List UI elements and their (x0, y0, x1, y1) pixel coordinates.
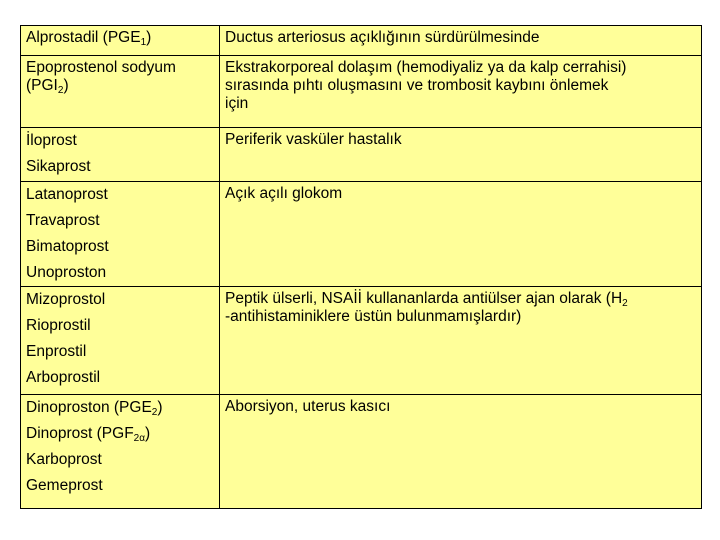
use-cell (220, 56, 702, 128)
drug-name: Sikaprost (26, 158, 91, 175)
drug-name: Enprostil (26, 343, 87, 360)
use-cell (220, 26, 702, 56)
use-text: Ekstrakorporeal dolaşım (hemodiyaliz ya da kalp cerrahisi) (225, 59, 627, 76)
drug-name: Mizoprostol (26, 291, 106, 308)
use-text: için (225, 95, 249, 112)
table-row (21, 182, 702, 287)
drug-name: Travaprost (26, 212, 100, 229)
table-row (21, 395, 702, 509)
drug-name: Arboprostil (26, 369, 101, 386)
drug-name: Unoproston (26, 264, 107, 281)
drug-name: Epoprostenol sodyum (26, 59, 176, 76)
drug-name: Dinoproston $(PGE_2)$ (26, 399, 163, 418)
use-text: Açık açılı glokom (225, 185, 343, 202)
use-cell (220, 128, 702, 182)
use-text: -antihistaminiklere üstün bulunmamışlardır) (225, 308, 522, 325)
drug-name: Gemeprost (26, 477, 103, 494)
drug-name: $(PGI_2)$ (26, 77, 69, 96)
drug-name: İloprost (26, 132, 77, 149)
table-row (21, 26, 702, 56)
use-cell (220, 182, 702, 287)
drug-name: Latanoprost (26, 186, 108, 203)
use-cell (220, 287, 702, 395)
drug-cell (21, 56, 220, 128)
drug-name: Rioprostil (26, 317, 91, 334)
drug-name: Dinoprost $(PGF_{2\alpha})$ (26, 425, 151, 444)
drug-cell (21, 182, 220, 287)
use-text: Peptik ülserli, NSAİİ kullananlarda antiülser ajan olarak ($H_2$ (225, 290, 628, 309)
prostaglandin-drug-table (20, 25, 702, 509)
drug-cell (21, 395, 220, 509)
table-row (21, 56, 702, 128)
drug-cell (21, 287, 220, 395)
drug-cell (21, 26, 220, 56)
use-text: Aborsiyon, uterus kasıcı (225, 398, 391, 415)
use-text: Periferik vasküler hastalık (225, 131, 402, 148)
drug-name: Karboprost (26, 451, 102, 468)
use-text: sırasında pıhtı oluşmasını ve trombosit kaybını önlemek (225, 77, 609, 94)
use-cell (220, 395, 702, 509)
drug-name: Bimatoprost (26, 238, 109, 255)
table-row (21, 128, 702, 182)
drug-cell (21, 128, 220, 182)
drug-name: Alprostadil $(PGE_1)$ (26, 29, 152, 48)
table-row (21, 287, 702, 395)
use-text: Ductus arteriosus açıklığının sürdürülmesinde (225, 29, 540, 46)
